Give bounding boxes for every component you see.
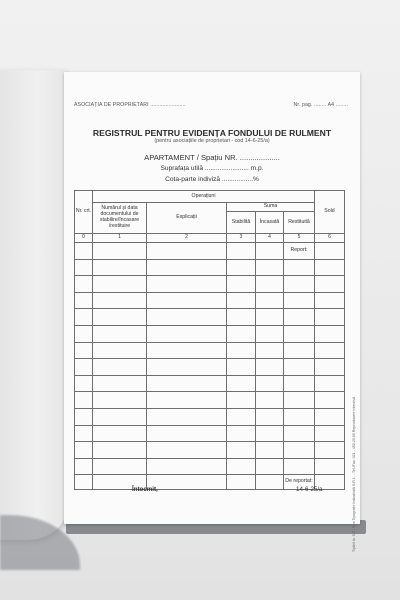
header-balance: Sold (315, 191, 345, 234)
col-index: 2 (147, 234, 227, 243)
table-row (75, 325, 345, 342)
column-index-row (75, 234, 345, 243)
page-number-field: Nr. pag. ........ A4 ........ (293, 102, 348, 108)
table-row (75, 458, 345, 475)
header-refunded: Restituită (284, 212, 315, 234)
table-row (75, 425, 345, 442)
table-row (75, 259, 345, 276)
report-label: Report: (284, 243, 315, 260)
surface-line: Suprafața utilă ........................ m.p. (160, 165, 264, 172)
carry-forward-label: De reportat: (284, 475, 315, 490)
document-title: REGISTRUL PENTRU EVIDENȚA FONDULUI DE RULMENT (92, 128, 332, 138)
table-row (75, 342, 345, 359)
table-row (75, 276, 345, 293)
table-row (75, 292, 345, 309)
ledger-table (74, 190, 345, 490)
header-sum: Suma (227, 203, 315, 212)
document-subtitle: (pentru asociațiile de proprietari - cod 14-6-25/a) (154, 138, 270, 144)
printer-imprint: Tipărit la: S.C. Tera Tipografie Industrială S.R.L. - Tel./Fax: 021 - 450.20.00 Reproducere interzisă (352, 397, 356, 552)
header-explanations: Explicații (147, 203, 227, 234)
form-code: 14-6-25/a (296, 486, 323, 493)
col-index: 6 (315, 234, 345, 243)
table-row (75, 375, 345, 392)
table-row (75, 392, 345, 409)
header-operations: Operațiuni (93, 191, 315, 203)
col-index: 0 (75, 234, 93, 243)
table-row (75, 359, 345, 376)
header-collected: Încasată (256, 212, 284, 234)
col-index: 3 (227, 234, 256, 243)
header-document: Numărul și data documentului de stabilire/încasare /restituire (93, 203, 147, 234)
table-row (75, 442, 345, 459)
table-row (75, 243, 345, 260)
apartment-line: APARTAMENT / Spațiu NR. ................... (144, 153, 280, 162)
col-index: 1 (93, 234, 147, 243)
col-index: 5 (284, 234, 315, 243)
table-row (75, 309, 345, 326)
drafted-by-label: Întocmit, (132, 486, 158, 493)
register-page (64, 72, 360, 552)
header-nr: Nr. crt. (75, 191, 93, 234)
quota-line: Cota-parte indiviză .................% (165, 176, 259, 183)
header-established: Stabilită (227, 212, 256, 234)
left-facing-page (0, 70, 66, 540)
table-row (75, 408, 345, 425)
col-index: 4 (256, 234, 284, 243)
association-field: ASOCIAȚIA DE PROPRIETARI ....................... (74, 102, 186, 108)
